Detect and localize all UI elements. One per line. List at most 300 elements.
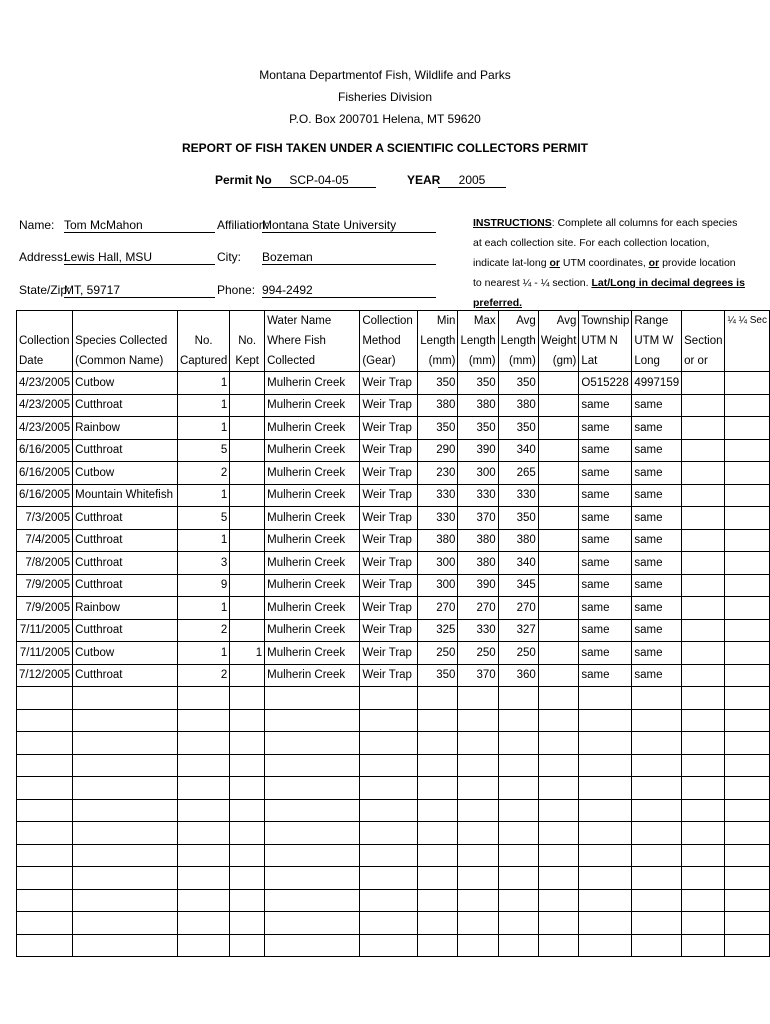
empty-cell[interactable]: [725, 934, 770, 957]
table-cell[interactable]: [682, 597, 725, 620]
table-cell[interactable]: [538, 664, 579, 687]
empty-cell[interactable]: [73, 867, 178, 890]
table-cell[interactable]: same: [579, 552, 632, 575]
empty-cell[interactable]: [579, 799, 632, 822]
empty-cell[interactable]: [458, 732, 498, 755]
table-cell[interactable]: [725, 417, 770, 440]
table-cell[interactable]: same: [632, 642, 682, 665]
table-cell[interactable]: [230, 574, 265, 597]
empty-cell[interactable]: [17, 844, 73, 867]
table-cell[interactable]: [230, 394, 265, 417]
empty-cell[interactable]: [360, 934, 418, 957]
empty-cell[interactable]: [265, 934, 360, 957]
empty-cell[interactable]: [177, 687, 229, 710]
table-cell[interactable]: 6/16/2005: [17, 484, 73, 507]
table-cell[interactable]: Mulherin Creek: [265, 664, 360, 687]
table-cell[interactable]: 1: [177, 417, 229, 440]
empty-cell[interactable]: [17, 799, 73, 822]
empty-cell[interactable]: [360, 754, 418, 777]
empty-cell[interactable]: [682, 912, 725, 935]
empty-cell[interactable]: [632, 822, 682, 845]
table-cell[interactable]: [725, 529, 770, 552]
table-cell[interactable]: Weir Trap: [360, 574, 418, 597]
empty-cell[interactable]: [418, 867, 458, 890]
table-cell[interactable]: 340: [498, 439, 538, 462]
empty-cell[interactable]: [538, 912, 579, 935]
empty-cell[interactable]: [632, 934, 682, 957]
table-cell[interactable]: same: [632, 552, 682, 575]
empty-cell[interactable]: [725, 777, 770, 800]
empty-cell[interactable]: [579, 822, 632, 845]
empty-cell[interactable]: [538, 934, 579, 957]
table-cell[interactable]: Weir Trap: [360, 439, 418, 462]
table-cell[interactable]: Mulherin Creek: [265, 642, 360, 665]
table-cell[interactable]: 380: [498, 529, 538, 552]
table-cell[interactable]: same: [579, 619, 632, 642]
table-cell[interactable]: 380: [498, 394, 538, 417]
empty-cell[interactable]: [418, 912, 458, 935]
table-cell[interactable]: [682, 507, 725, 530]
table-cell[interactable]: [538, 462, 579, 485]
empty-cell[interactable]: [418, 822, 458, 845]
empty-cell[interactable]: [418, 687, 458, 710]
empty-cell[interactable]: [498, 777, 538, 800]
empty-cell[interactable]: [73, 687, 178, 710]
empty-cell[interactable]: [725, 867, 770, 890]
table-cell[interactable]: 350: [498, 417, 538, 440]
empty-cell[interactable]: [725, 754, 770, 777]
empty-cell[interactable]: [498, 754, 538, 777]
table-cell[interactable]: [538, 642, 579, 665]
permit-number-field[interactable]: SCP-04-05: [262, 173, 376, 188]
table-cell[interactable]: same: [579, 462, 632, 485]
table-cell[interactable]: Weir Trap: [360, 529, 418, 552]
table-cell[interactable]: same: [632, 619, 682, 642]
table-cell[interactable]: 270: [498, 597, 538, 620]
table-cell[interactable]: 380: [458, 552, 498, 575]
table-cell[interactable]: [230, 529, 265, 552]
table-cell[interactable]: 1: [177, 529, 229, 552]
table-cell[interactable]: 7/9/2005: [17, 574, 73, 597]
table-cell[interactable]: 380: [418, 529, 458, 552]
empty-cell[interactable]: [682, 867, 725, 890]
empty-cell[interactable]: [265, 732, 360, 755]
table-cell[interactable]: 250: [418, 642, 458, 665]
table-cell[interactable]: [538, 394, 579, 417]
table-cell[interactable]: 7/9/2005: [17, 597, 73, 620]
empty-cell[interactable]: [538, 732, 579, 755]
empty-cell[interactable]: [682, 709, 725, 732]
empty-cell[interactable]: [682, 844, 725, 867]
empty-cell[interactable]: [725, 889, 770, 912]
table-cell[interactable]: 300: [418, 574, 458, 597]
empty-cell[interactable]: [265, 889, 360, 912]
table-cell[interactable]: [230, 484, 265, 507]
table-cell[interactable]: Weir Trap: [360, 552, 418, 575]
table-cell[interactable]: [682, 462, 725, 485]
empty-cell[interactable]: [177, 732, 229, 755]
table-cell[interactable]: 350: [458, 417, 498, 440]
table-cell[interactable]: [538, 484, 579, 507]
table-cell[interactable]: 350: [418, 417, 458, 440]
phone-field[interactable]: 994-2492: [262, 283, 436, 298]
empty-cell[interactable]: [17, 754, 73, 777]
empty-cell[interactable]: [17, 934, 73, 957]
table-cell[interactable]: same: [632, 394, 682, 417]
empty-cell[interactable]: [498, 799, 538, 822]
empty-cell[interactable]: [538, 754, 579, 777]
empty-cell[interactable]: [498, 687, 538, 710]
empty-cell[interactable]: [265, 844, 360, 867]
empty-cell[interactable]: [230, 889, 265, 912]
empty-cell[interactable]: [579, 777, 632, 800]
table-cell[interactable]: [725, 394, 770, 417]
table-cell[interactable]: [230, 552, 265, 575]
table-cell[interactable]: [682, 394, 725, 417]
table-cell[interactable]: [538, 507, 579, 530]
empty-cell[interactable]: [682, 687, 725, 710]
table-cell[interactable]: Weir Trap: [360, 597, 418, 620]
table-cell[interactable]: 1: [177, 372, 229, 395]
empty-cell[interactable]: [458, 799, 498, 822]
empty-cell[interactable]: [579, 912, 632, 935]
empty-cell[interactable]: [632, 799, 682, 822]
empty-cell[interactable]: [632, 687, 682, 710]
table-cell[interactable]: [682, 552, 725, 575]
empty-cell[interactable]: [458, 934, 498, 957]
empty-cell[interactable]: [458, 709, 498, 732]
empty-cell[interactable]: [725, 844, 770, 867]
empty-cell[interactable]: [177, 934, 229, 957]
empty-cell[interactable]: [73, 709, 178, 732]
empty-cell[interactable]: [418, 844, 458, 867]
table-cell[interactable]: 330: [458, 619, 498, 642]
empty-cell[interactable]: [579, 709, 632, 732]
empty-cell[interactable]: [17, 687, 73, 710]
empty-cell[interactable]: [725, 912, 770, 935]
empty-cell[interactable]: [725, 732, 770, 755]
empty-cell[interactable]: [177, 709, 229, 732]
address-field[interactable]: Lewis Hall, MSU: [64, 250, 215, 265]
table-cell[interactable]: [725, 664, 770, 687]
table-cell[interactable]: [725, 597, 770, 620]
table-cell[interactable]: [725, 642, 770, 665]
table-cell[interactable]: same: [579, 394, 632, 417]
empty-cell[interactable]: [632, 844, 682, 867]
table-cell[interactable]: 290: [418, 439, 458, 462]
table-cell[interactable]: 380: [458, 394, 498, 417]
empty-cell[interactable]: [17, 777, 73, 800]
table-cell[interactable]: 300: [418, 552, 458, 575]
empty-cell[interactable]: [538, 799, 579, 822]
table-cell[interactable]: same: [632, 529, 682, 552]
empty-cell[interactable]: [230, 799, 265, 822]
empty-cell[interactable]: [682, 777, 725, 800]
empty-cell[interactable]: [360, 709, 418, 732]
table-cell[interactable]: Mountain Whitefish: [73, 484, 178, 507]
empty-cell[interactable]: [177, 799, 229, 822]
table-cell[interactable]: 9: [177, 574, 229, 597]
table-cell[interactable]: same: [632, 462, 682, 485]
table-cell[interactable]: [725, 439, 770, 462]
empty-cell[interactable]: [538, 844, 579, 867]
table-cell[interactable]: [682, 439, 725, 462]
table-cell[interactable]: [538, 372, 579, 395]
table-cell[interactable]: 7/3/2005: [17, 507, 73, 530]
empty-cell[interactable]: [682, 822, 725, 845]
empty-cell[interactable]: [682, 934, 725, 957]
table-cell[interactable]: Mulherin Creek: [265, 529, 360, 552]
table-cell[interactable]: 6/16/2005: [17, 462, 73, 485]
empty-cell[interactable]: [458, 844, 498, 867]
empty-cell[interactable]: [458, 822, 498, 845]
empty-cell[interactable]: [360, 912, 418, 935]
table-cell[interactable]: [682, 642, 725, 665]
empty-cell[interactable]: [418, 889, 458, 912]
empty-cell[interactable]: [360, 844, 418, 867]
table-cell[interactable]: 390: [458, 439, 498, 462]
empty-cell[interactable]: [265, 687, 360, 710]
table-cell[interactable]: Mulherin Creek: [265, 462, 360, 485]
empty-cell[interactable]: [17, 732, 73, 755]
table-cell[interactable]: 350: [458, 372, 498, 395]
empty-cell[interactable]: [17, 912, 73, 935]
table-cell[interactable]: 4997159: [632, 372, 682, 395]
empty-cell[interactable]: [177, 889, 229, 912]
table-cell[interactable]: [725, 574, 770, 597]
table-cell[interactable]: 380: [458, 529, 498, 552]
empty-cell[interactable]: [230, 844, 265, 867]
table-cell[interactable]: [538, 552, 579, 575]
table-cell[interactable]: [538, 439, 579, 462]
empty-cell[interactable]: [265, 822, 360, 845]
empty-cell[interactable]: [177, 844, 229, 867]
table-cell[interactable]: 1: [177, 394, 229, 417]
table-cell[interactable]: Weir Trap: [360, 642, 418, 665]
table-cell[interactable]: same: [632, 417, 682, 440]
table-cell[interactable]: same: [632, 484, 682, 507]
empty-cell[interactable]: [632, 889, 682, 912]
empty-cell[interactable]: [725, 799, 770, 822]
table-cell[interactable]: Cutthroat: [73, 439, 178, 462]
empty-cell[interactable]: [498, 732, 538, 755]
empty-cell[interactable]: [230, 709, 265, 732]
empty-cell[interactable]: [458, 754, 498, 777]
year-field[interactable]: 2005: [438, 173, 506, 188]
empty-cell[interactable]: [360, 799, 418, 822]
empty-cell[interactable]: [418, 799, 458, 822]
empty-cell[interactable]: [177, 912, 229, 935]
table-cell[interactable]: [682, 529, 725, 552]
empty-cell[interactable]: [498, 867, 538, 890]
empty-cell[interactable]: [498, 889, 538, 912]
table-cell[interactable]: [725, 462, 770, 485]
table-cell[interactable]: same: [632, 664, 682, 687]
table-cell[interactable]: [725, 372, 770, 395]
empty-cell[interactable]: [458, 687, 498, 710]
empty-cell[interactable]: [418, 934, 458, 957]
table-cell[interactable]: same: [579, 439, 632, 462]
table-cell[interactable]: [538, 529, 579, 552]
table-cell[interactable]: Mulherin Creek: [265, 439, 360, 462]
table-cell[interactable]: 7/8/2005: [17, 552, 73, 575]
table-cell[interactable]: 4/23/2005: [17, 372, 73, 395]
table-cell[interactable]: Mulherin Creek: [265, 552, 360, 575]
table-cell[interactable]: Cutthroat: [73, 507, 178, 530]
empty-cell[interactable]: [579, 889, 632, 912]
table-cell[interactable]: Weir Trap: [360, 619, 418, 642]
empty-cell[interactable]: [73, 844, 178, 867]
table-cell[interactable]: Mulherin Creek: [265, 394, 360, 417]
empty-cell[interactable]: [17, 889, 73, 912]
table-cell[interactable]: 5: [177, 507, 229, 530]
empty-cell[interactable]: [230, 867, 265, 890]
empty-cell[interactable]: [579, 732, 632, 755]
empty-cell[interactable]: [360, 889, 418, 912]
table-cell[interactable]: 265: [498, 462, 538, 485]
empty-cell[interactable]: [538, 822, 579, 845]
table-cell[interactable]: Weir Trap: [360, 394, 418, 417]
empty-cell[interactable]: [498, 709, 538, 732]
empty-cell[interactable]: [682, 889, 725, 912]
table-cell[interactable]: 330: [418, 507, 458, 530]
table-cell[interactable]: Cutthroat: [73, 394, 178, 417]
empty-cell[interactable]: [230, 687, 265, 710]
table-cell[interactable]: [230, 462, 265, 485]
empty-cell[interactable]: [579, 844, 632, 867]
empty-cell[interactable]: [418, 754, 458, 777]
empty-cell[interactable]: [538, 867, 579, 890]
empty-cell[interactable]: [73, 732, 178, 755]
table-cell[interactable]: 345: [498, 574, 538, 597]
empty-cell[interactable]: [498, 912, 538, 935]
table-cell[interactable]: 390: [458, 574, 498, 597]
empty-cell[interactable]: [458, 889, 498, 912]
table-cell[interactable]: [538, 417, 579, 440]
table-cell[interactable]: 2: [177, 462, 229, 485]
table-cell[interactable]: same: [579, 507, 632, 530]
empty-cell[interactable]: [17, 867, 73, 890]
table-cell[interactable]: same: [579, 574, 632, 597]
table-cell[interactable]: 327: [498, 619, 538, 642]
empty-cell[interactable]: [579, 867, 632, 890]
table-cell[interactable]: [725, 552, 770, 575]
table-cell[interactable]: 7/12/2005: [17, 664, 73, 687]
table-cell[interactable]: same: [579, 484, 632, 507]
table-cell[interactable]: [230, 664, 265, 687]
table-cell[interactable]: 230: [418, 462, 458, 485]
table-cell[interactable]: same: [632, 574, 682, 597]
table-cell[interactable]: [230, 417, 265, 440]
empty-cell[interactable]: [538, 889, 579, 912]
table-cell[interactable]: Cutbow: [73, 462, 178, 485]
table-cell[interactable]: 270: [458, 597, 498, 620]
empty-cell[interactable]: [230, 822, 265, 845]
empty-cell[interactable]: [458, 777, 498, 800]
table-cell[interactable]: [230, 439, 265, 462]
empty-cell[interactable]: [498, 822, 538, 845]
table-cell[interactable]: 380: [418, 394, 458, 417]
table-cell[interactable]: 2: [177, 619, 229, 642]
table-cell[interactable]: Weir Trap: [360, 484, 418, 507]
table-cell[interactable]: Cutbow: [73, 642, 178, 665]
table-cell[interactable]: same: [632, 507, 682, 530]
table-cell[interactable]: same: [632, 597, 682, 620]
table-cell[interactable]: 350: [498, 507, 538, 530]
table-cell[interactable]: 350: [498, 372, 538, 395]
empty-cell[interactable]: [418, 732, 458, 755]
empty-cell[interactable]: [725, 822, 770, 845]
table-cell[interactable]: [538, 619, 579, 642]
empty-cell[interactable]: [360, 732, 418, 755]
table-cell[interactable]: same: [579, 597, 632, 620]
empty-cell[interactable]: [230, 934, 265, 957]
empty-cell[interactable]: [579, 934, 632, 957]
table-cell[interactable]: [538, 574, 579, 597]
empty-cell[interactable]: [177, 754, 229, 777]
table-cell[interactable]: [538, 597, 579, 620]
empty-cell[interactable]: [230, 732, 265, 755]
table-cell[interactable]: 6/16/2005: [17, 439, 73, 462]
empty-cell[interactable]: [265, 777, 360, 800]
table-cell[interactable]: Cutthroat: [73, 529, 178, 552]
empty-cell[interactable]: [632, 732, 682, 755]
empty-cell[interactable]: [265, 867, 360, 890]
table-cell[interactable]: same: [579, 529, 632, 552]
city-field[interactable]: Bozeman: [262, 250, 436, 265]
table-cell[interactable]: Mulherin Creek: [265, 574, 360, 597]
table-cell[interactable]: 1: [177, 642, 229, 665]
table-cell[interactable]: 4/23/2005: [17, 394, 73, 417]
table-cell[interactable]: 350: [418, 372, 458, 395]
empty-cell[interactable]: [73, 889, 178, 912]
table-cell[interactable]: 1: [177, 597, 229, 620]
name-field[interactable]: Tom McMahon: [64, 218, 215, 233]
table-cell[interactable]: Mulherin Creek: [265, 372, 360, 395]
affiliation-field[interactable]: Montana State University: [262, 218, 436, 233]
empty-cell[interactable]: [498, 844, 538, 867]
table-cell[interactable]: 340: [498, 552, 538, 575]
table-cell[interactable]: Cutthroat: [73, 619, 178, 642]
table-cell[interactable]: Mulherin Creek: [265, 619, 360, 642]
table-cell[interactable]: [682, 484, 725, 507]
empty-cell[interactable]: [265, 709, 360, 732]
empty-cell[interactable]: [360, 687, 418, 710]
empty-cell[interactable]: [682, 754, 725, 777]
empty-cell[interactable]: [360, 777, 418, 800]
empty-cell[interactable]: [418, 709, 458, 732]
table-cell[interactable]: 250: [498, 642, 538, 665]
empty-cell[interactable]: [265, 799, 360, 822]
table-cell[interactable]: [682, 574, 725, 597]
table-cell[interactable]: same: [579, 664, 632, 687]
empty-cell[interactable]: [177, 777, 229, 800]
table-cell[interactable]: 7/4/2005: [17, 529, 73, 552]
table-cell[interactable]: 3: [177, 552, 229, 575]
empty-cell[interactable]: [682, 732, 725, 755]
table-cell[interactable]: [230, 507, 265, 530]
table-cell[interactable]: [725, 619, 770, 642]
empty-cell[interactable]: [265, 912, 360, 935]
table-cell[interactable]: Mulherin Creek: [265, 597, 360, 620]
empty-cell[interactable]: [632, 867, 682, 890]
table-cell[interactable]: 7/11/2005: [17, 642, 73, 665]
table-cell[interactable]: Weir Trap: [360, 507, 418, 530]
table-cell[interactable]: [725, 507, 770, 530]
table-cell[interactable]: 370: [458, 507, 498, 530]
empty-cell[interactable]: [632, 777, 682, 800]
table-cell[interactable]: Mulherin Creek: [265, 507, 360, 530]
